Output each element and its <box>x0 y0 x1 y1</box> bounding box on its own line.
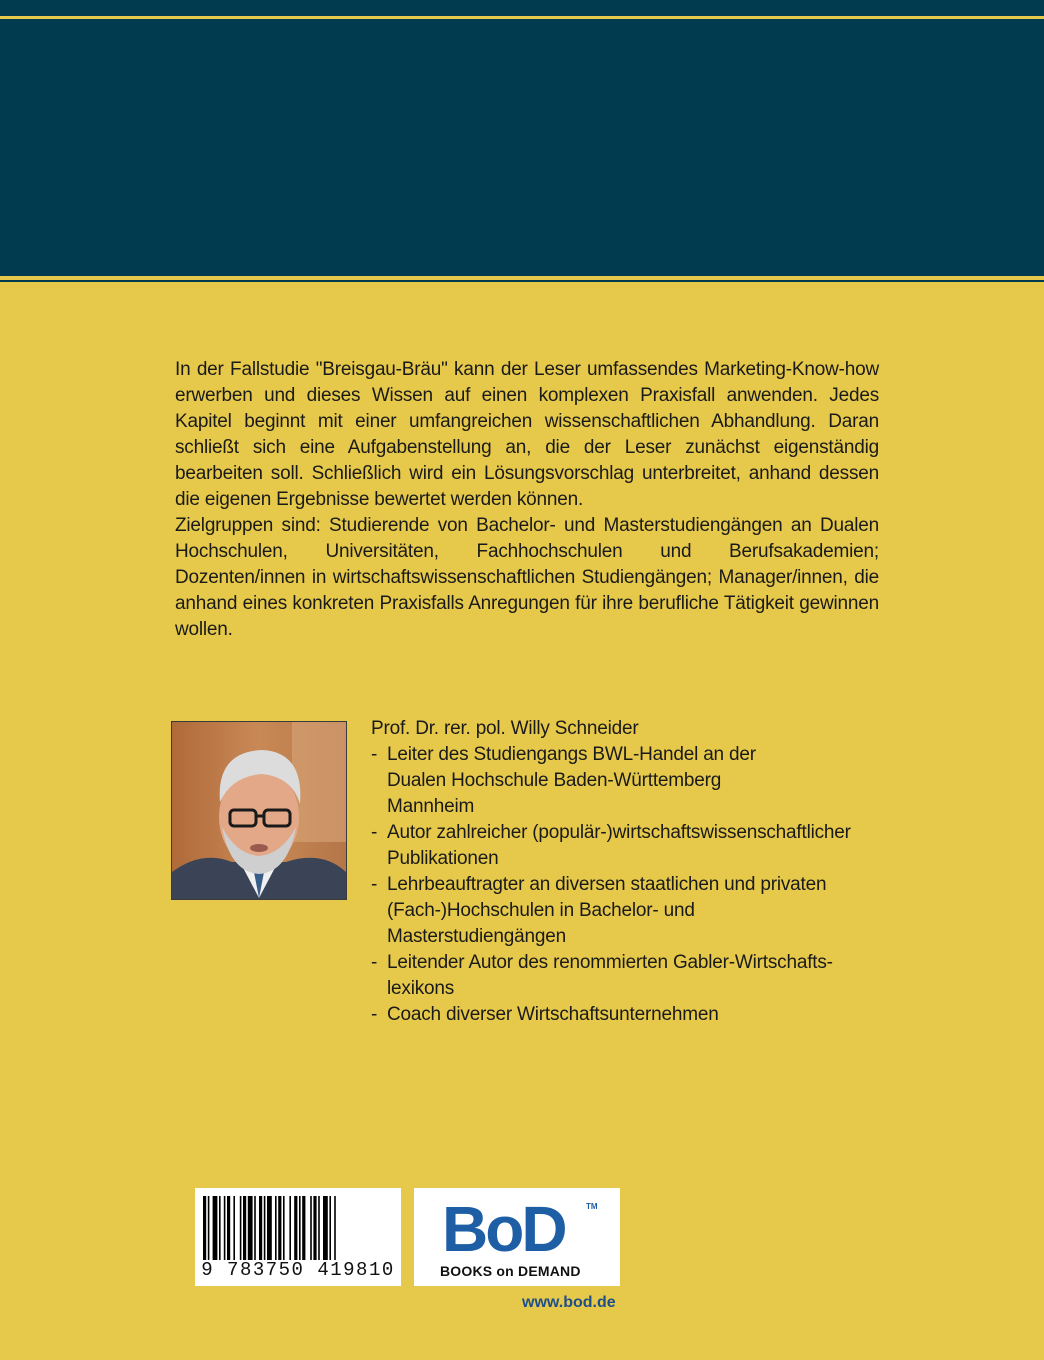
barcode-bar <box>283 1196 285 1260</box>
barcode-bar <box>318 1196 320 1260</box>
barcode-bar <box>243 1196 246 1260</box>
blurb-paragraph-1: In der Fallstudie "Breisgau-Bräu" kann der Leser umfassendes Marketing-Know-how erwerben und dieses Wissen auf einen komplexen Praxisfall anwenden. Jedes Kapitel beginnt mit einer umfangreichen wissenschaftlichen Abhandlung. Daran schließt sich eine Aufgabenstellung an, die der Leser zunächst eigenständig bearbeiten soll. Schließlich wird ein Lösungsvorschlag unterbreitet, anhand dessen die eigenen Ergebnisse bewertet werden können. <box>175 359 879 510</box>
barcode-bar <box>259 1196 262 1260</box>
author-name: Prof. Dr. rer. pol. Willy Schneider <box>371 718 639 739</box>
barcode-bar <box>310 1196 312 1260</box>
bio-item: - Leiter des Studiengangs BWL-Handel an der Dualen Hochschule Baden-Württemberg Mannheim <box>371 742 792 820</box>
barcode-bar <box>227 1196 230 1260</box>
author-photo <box>171 721 347 900</box>
barcode-bar <box>213 1196 218 1260</box>
back-cover-blurb <box>175 357 879 643</box>
barcode-bars <box>203 1196 393 1260</box>
bio-item: - Leitender Autor des renommierten Gabler-Wirtschafts-lexikons <box>371 950 837 1002</box>
barcode-bar <box>289 1196 291 1260</box>
bio-item: - Coach diverser Wirtschaftsunternehmen <box>371 1002 891 1028</box>
barcode-bar <box>264 1196 266 1260</box>
barcode-bar <box>219 1196 221 1260</box>
trademark-symbol: TM <box>586 1202 598 1211</box>
publisher-tagline: BOOKS on DEMAND <box>440 1263 581 1279</box>
barcode-bar <box>299 1196 301 1260</box>
bio-item: - Autor zahlreicher (populär-)wirtschaftswissenschaftlicher Publikationen <box>371 820 857 872</box>
bod-logo-mark: BoD <box>442 1193 565 1265</box>
isbn-barcode <box>195 1188 401 1286</box>
author-bio <box>371 716 891 1028</box>
barcode-bar <box>208 1196 210 1260</box>
barcode-bar <box>224 1196 226 1260</box>
barcode-bar <box>275 1196 277 1260</box>
barcode-bar <box>329 1196 331 1260</box>
top-divider-line <box>0 16 1044 19</box>
barcode-bar <box>233 1196 235 1260</box>
bottom-divider-line <box>0 276 1044 280</box>
barcode-bar <box>240 1196 242 1260</box>
publisher-logo <box>414 1188 620 1286</box>
barcode-bar <box>278 1196 281 1260</box>
barcode-bar <box>313 1196 316 1260</box>
barcode-bar <box>203 1196 206 1260</box>
barcode-bar <box>248 1196 253 1260</box>
bio-item: - Lehrbeauftragter an diversen staatlichen und privaten (Fach-)Hochschulen in Bachelor- und Masterstudiengängen <box>371 872 867 950</box>
barcode-bar <box>302 1196 305 1260</box>
barcode-bar <box>294 1196 297 1260</box>
barcode-bar <box>323 1196 328 1260</box>
barcode-bar <box>334 1196 336 1260</box>
publisher-url[interactable]: www.bod.de <box>522 1294 616 1311</box>
barcode-bar <box>267 1196 272 1260</box>
author-bio-list <box>371 742 891 1028</box>
barcode-bar <box>254 1196 256 1260</box>
cover-top-band <box>0 0 1044 282</box>
blurb-paragraph-2: Zielgruppen sind: Studierende von Bachelor- und Masterstudiengängen an Dualen Hochschulen, Universitäten, Fachhochschulen und Berufsakademien; Dozenten/innen in wirtschaftswissenschaftlichen Studiengängen; Manager/innen, die anhand eines konkreten Praxisfalls Anregungen für ihre berufliche Tätigkeit gewinnen wollen. <box>175 515 879 640</box>
barcode-digits: 9 783750 419810 <box>201 1259 395 1281</box>
